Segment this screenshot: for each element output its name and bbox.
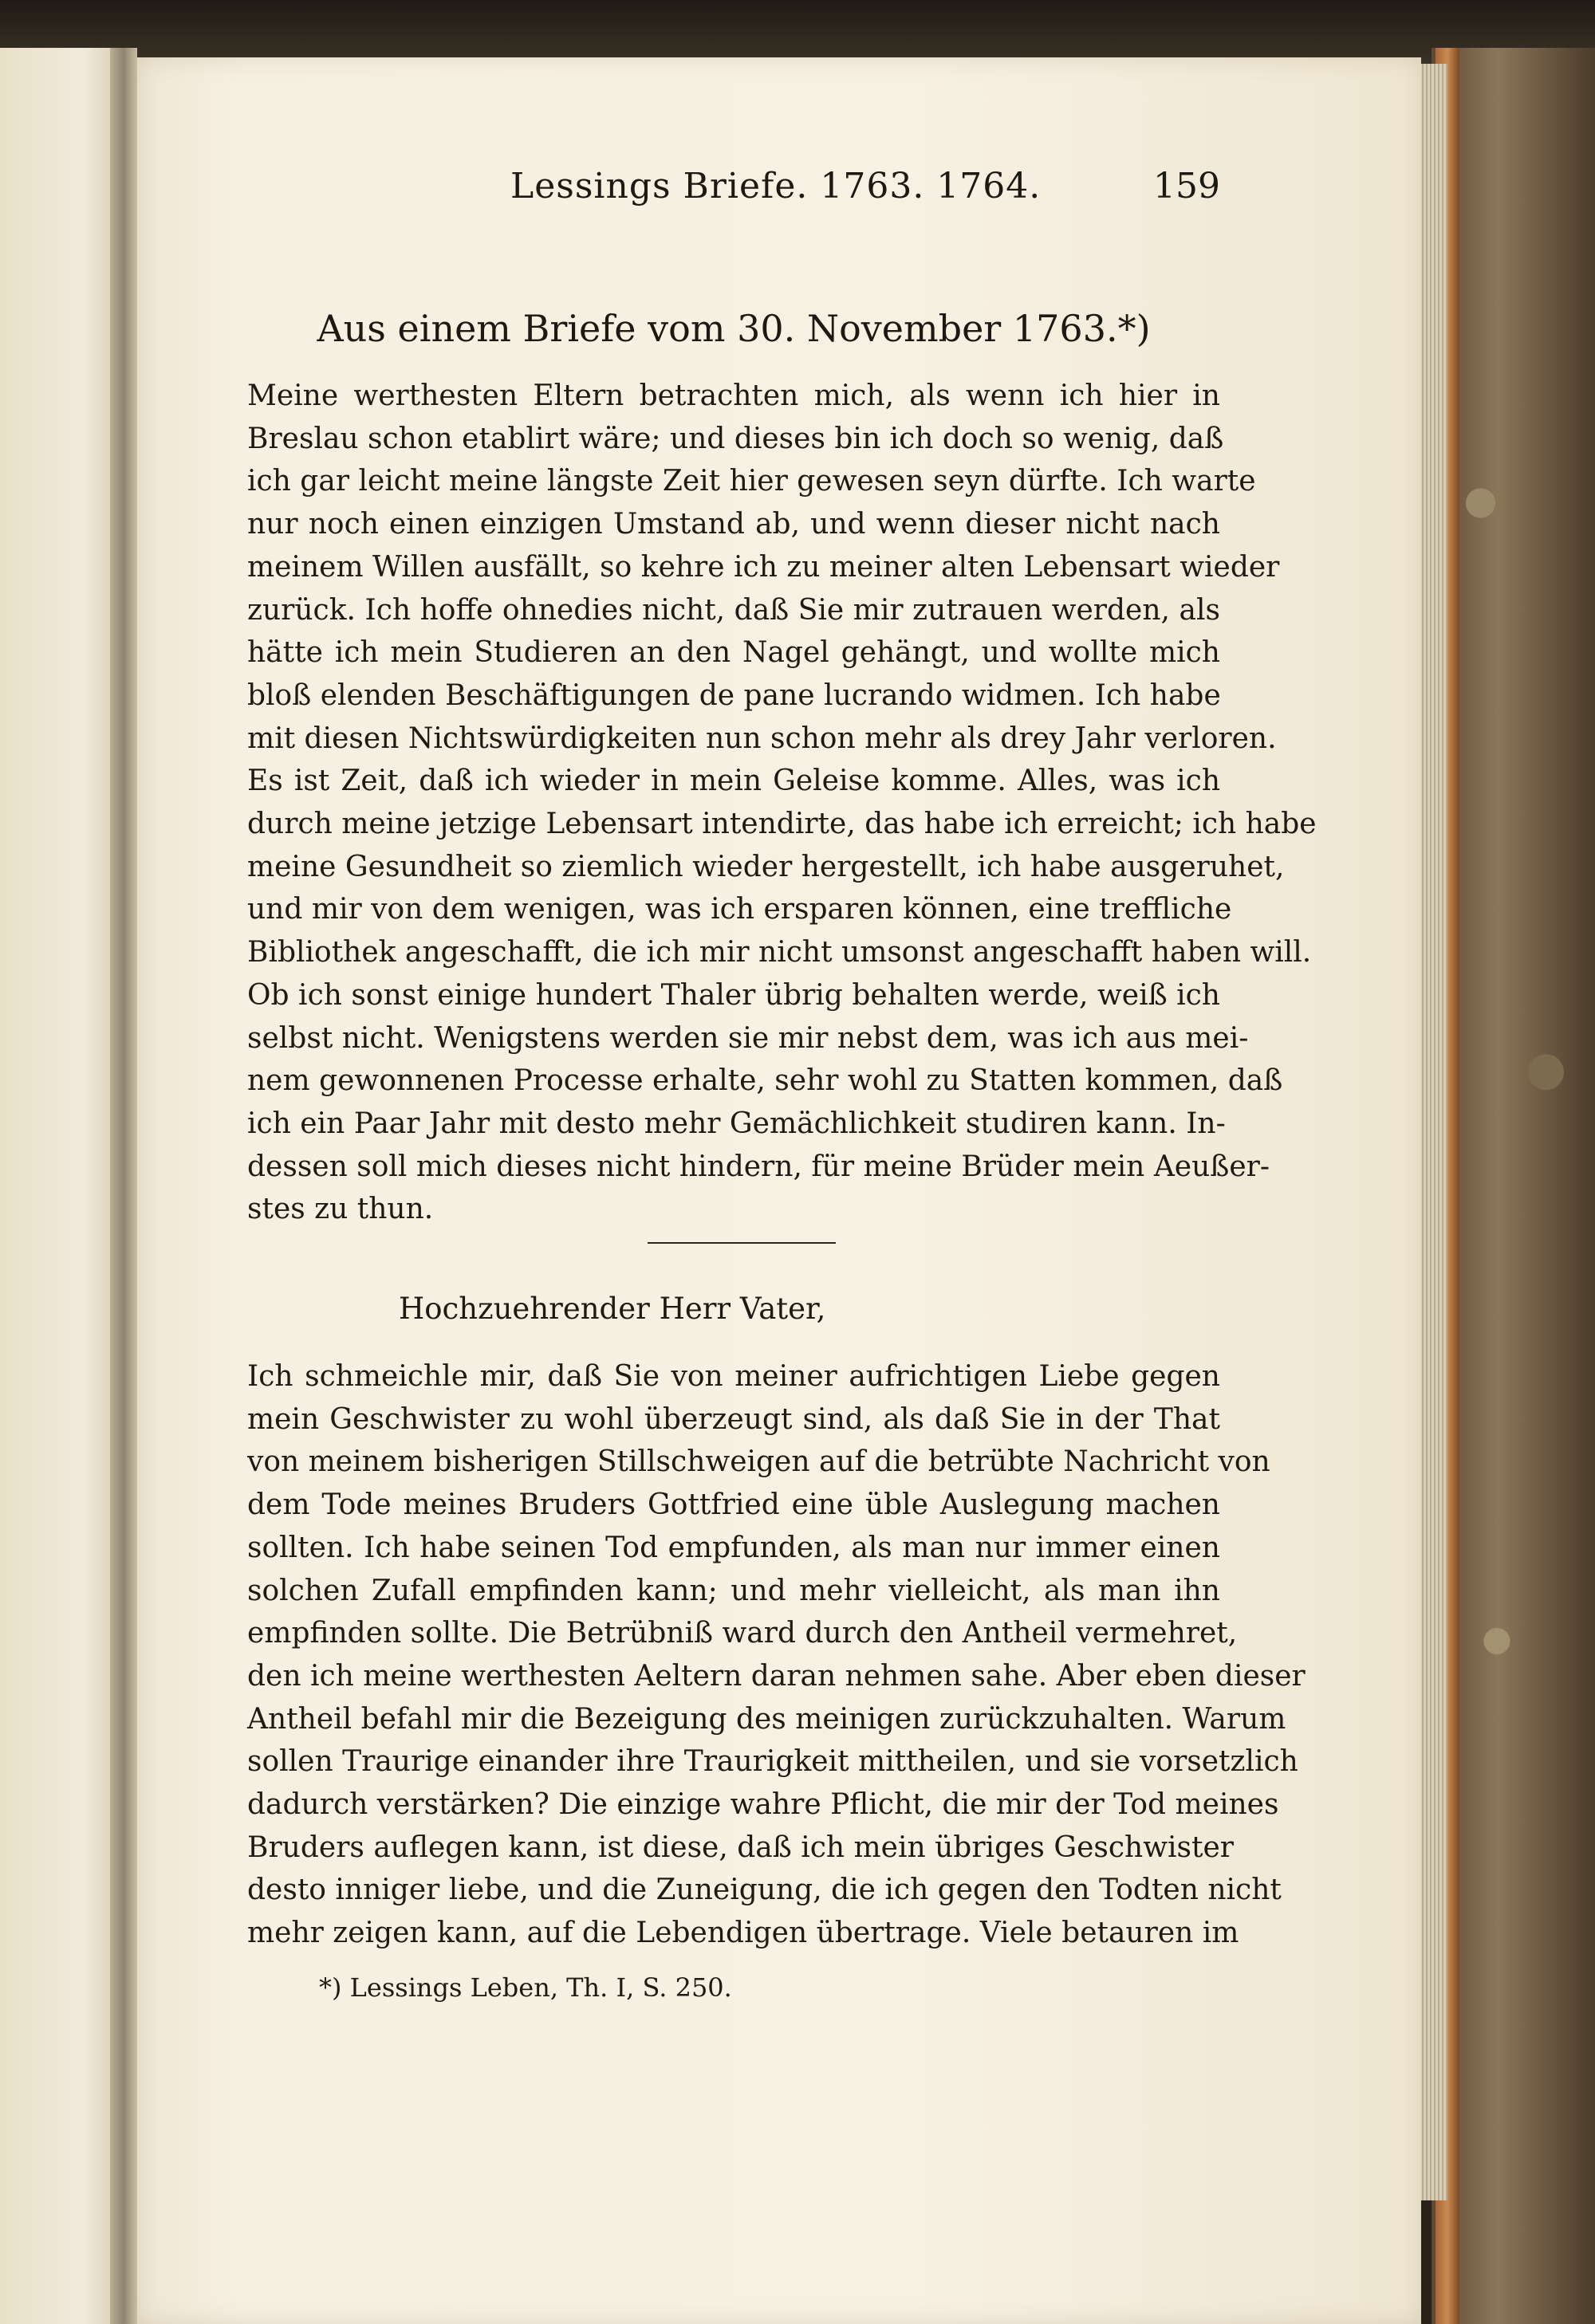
text-line: nur noch einen einzigen Umstand ab, und wenn dieser nicht nach — [247, 508, 1220, 541]
text-line: Bruders auflegen kann, ist diese, daß ich mein übriges Geschwister — [247, 1830, 1235, 1864]
text-line: durch meine jetzige Lebensart intendirte, das habe ich erreicht; ich habe — [247, 808, 1317, 841]
text-line: dessen soll mich dieses nicht hindern, für meine Brüder mein Aeußer- — [247, 1150, 1270, 1183]
text-line: ich ein Paar Jahr mit desto mehr Gemächlichkeit studiren kann. In- — [247, 1107, 1226, 1140]
text-line: Es ist Zeit, daß ich wieder in mein Geleise komme. Alles, was ich — [247, 765, 1220, 798]
section-divider — [648, 1242, 836, 1244]
text-line: Meine werthesten Eltern betrachten mich, als wenn ich hier in — [247, 379, 1220, 412]
text-line: dadurch verstärken? Die einzige wahre Pflicht, die mir der Tod meines — [247, 1788, 1279, 1822]
text-line: Ich schmeichle mir, daß Sie von meiner aufrichtigen Liebe gegen — [247, 1360, 1220, 1393]
text-line: sollen Traurige einander ihre Traurigkeit mittheilen, und sie vorsetzlich — [247, 1745, 1298, 1779]
page-number: 159 — [1153, 166, 1220, 206]
text-line: Ob ich sonst einige hundert Thaler übrig behalten werde, weiß ich — [247, 978, 1220, 1012]
text-line: mit diesen Nichtswürdigkeiten nun schon mehr als drey Jahr verloren. — [247, 722, 1277, 755]
book-gutter — [110, 48, 137, 2324]
text-line: empfinden sollte. Die Betrübniß ward durch den Antheil vermehret, — [247, 1617, 1238, 1650]
page-header — [247, 166, 1220, 222]
salutation: Hochzuehrender Herr Vater, — [399, 1292, 826, 1326]
text-line: meine Gesundheit so ziemlich wieder hergestellt, ich habe ausgeruhet, — [247, 850, 1285, 883]
footnote: *) Lessings Leben, Th. I, S. 250. — [319, 1972, 732, 2003]
text-line: Bibliothek angeschafft, die ich mir nicht umsonst angeschafft haben will. — [247, 936, 1312, 969]
text-line: von meinem bisherigen Stillschweigen auf die betrübte Nachricht von — [247, 1445, 1270, 1479]
text-line: selbst nicht. Wenigstens werden sie mir nebst dem, was ich aus mei- — [247, 1021, 1249, 1055]
text-line: solchen Zufall empfinden kann; und mehr vielleicht, als man ihn — [247, 1574, 1220, 1607]
text-line: nem gewonnenen Processe erhalte, sehr wohl zu Statten kommen, daß — [247, 1064, 1283, 1098]
text-line: ich gar leicht meine längste Zeit hier gewesen seyn dürfte. Ich warte — [247, 465, 1256, 498]
text-line: desto inniger liebe, und die Zuneigung, die ich gegen den Todten nicht — [247, 1874, 1282, 1907]
running-title: Lessings Briefe. 1763. 1764. — [510, 166, 1042, 206]
text-line: stes zu thun. — [247, 1193, 434, 1226]
text-line: und mir von dem wenigen, was ich ersparen können, eine treffliche — [247, 893, 1232, 926]
text-line: zurück. Ich hoffe ohnedies nicht, daß Sie mir zutrauen werden, als — [247, 593, 1220, 627]
text-line: Breslau schon etablirt wäre; und dieses bin ich doch so wenig, daß — [247, 422, 1224, 455]
text-line: bloß elenden Beschäftigungen de pane lucrando widmen. Ich habe — [247, 678, 1221, 712]
text-line: Antheil befahl mir die Bezeigung des meinigen zurückzuhalten. Warum — [247, 1702, 1286, 1736]
text-line: hätte ich mein Studieren an den Nagel gehängt, und wollte mich — [247, 636, 1220, 670]
paragraph-1 — [247, 375, 1317, 1231]
text-line: dem Tode meines Bruders Gottfried eine üble Auslegung machen — [247, 1488, 1220, 1522]
text-line: mein Geschwister zu wohl überzeugt sind, als daß Sie in der That — [247, 1402, 1220, 1436]
paragraph-2 — [247, 1355, 1306, 1955]
letter-title: Aus einem Briefe vom 30. November 1763.*) — [317, 307, 1151, 350]
text-line: den ich meine werthesten Aeltern daran nehmen sahe. Aber eben dieser — [247, 1659, 1306, 1693]
left-facing-page — [0, 48, 120, 2324]
text-line: meinem Willen ausfällt, so kehre ich zu meiner alten Lebensart wieder — [247, 550, 1280, 584]
text-line: mehr zeigen kann, auf die Lebendigen übertrage. Viele betauren im — [247, 1917, 1239, 1950]
text-line: sollten. Ich habe seinen Tod empfunden, als man nur immer einen — [247, 1531, 1220, 1564]
scan-background — [0, 0, 1595, 64]
